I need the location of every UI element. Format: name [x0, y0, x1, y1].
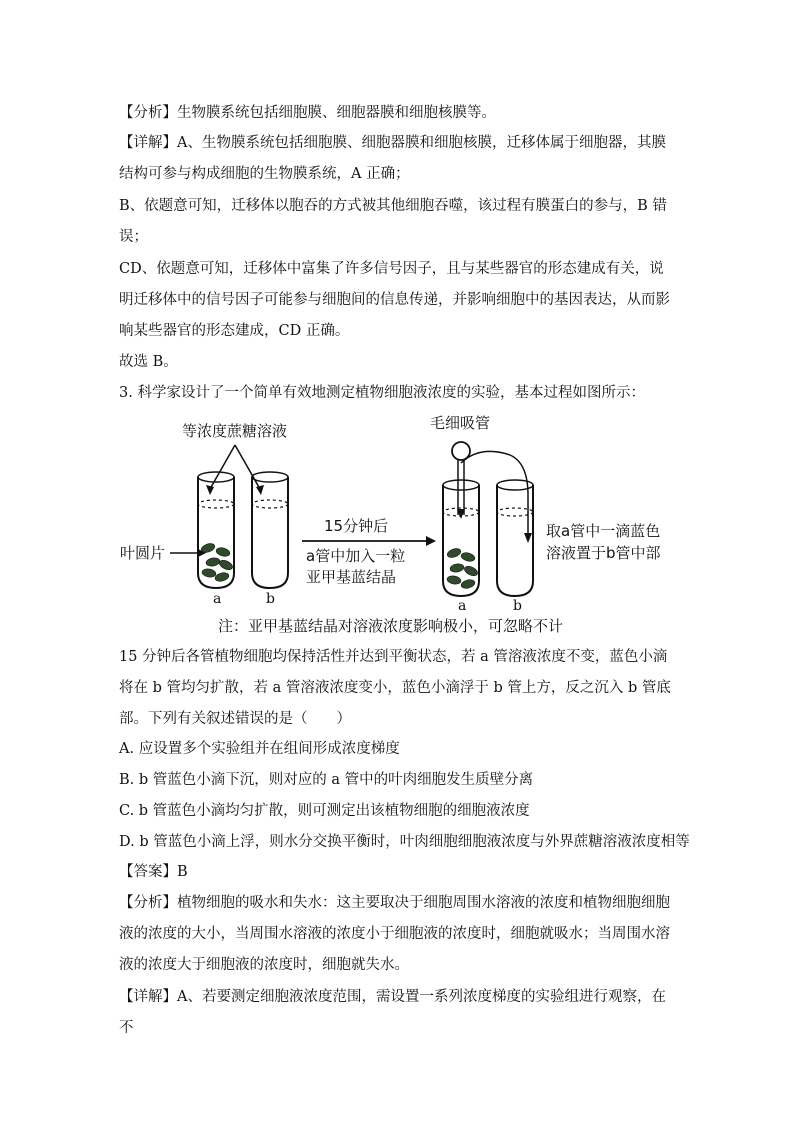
- option-d: D. b 管蓝色小滴上浮，则水分交换平衡时，叶肉细胞细胞液浓度与外界蔗糖溶液浓度相等: [119, 834, 690, 850]
- detail-2: 【详解】A、若要测定细胞液浓度范围，需设置一系列浓度梯度的实验组进行观察，在不: [119, 989, 666, 1036]
- label-15-minutes: 15分钟后: [324, 517, 389, 535]
- leaf-disc: [218, 558, 234, 571]
- label-tube-a-after: a: [458, 598, 467, 614]
- label-take-drop-1: 取a管中一滴蓝色: [546, 522, 661, 540]
- label-tube-a-before: a: [213, 591, 222, 607]
- option-c: C. b 管蓝色小滴均匀扩散，则可测定出该植物细胞的细胞液浓度: [119, 803, 530, 819]
- leaf-disc: [205, 557, 220, 567]
- leaf-disc: [446, 547, 462, 559]
- analysis-1: 【分析】生物膜系统包括细胞膜、细胞器膜和细胞核膜等。: [119, 105, 496, 121]
- leaf-disc: [463, 564, 479, 577]
- leaf-disc: [446, 575, 461, 585]
- leaf-disc: [449, 563, 464, 573]
- leaf-disc: [201, 568, 216, 578]
- label-add-crystal-1: a管中加入一粒: [306, 547, 406, 565]
- figure-note: 注：亚甲基蓝结晶对溶液浓度影响极小，可忽略不计: [218, 617, 564, 635]
- analysis-2: 【分析】植物细胞的吸水和失水：这主要取决于细胞周围水溶液的浓度和植物细胞细胞液的浓度的大小，当周围水溶液的浓度小于细胞液的浓度时，细胞就吸水；当周围水溶液的浓度大于细胞液的浓度时，细胞就失水。: [119, 895, 670, 973]
- answer-label: 【答案】B: [119, 864, 188, 880]
- detail-1-b: B、依题意可知，迁移体以胞吞的方式被其他细胞吞噬，该过程有膜蛋白的参与，B 错误；: [119, 198, 667, 245]
- label-take-drop-2: 溶液置于b管中部: [546, 544, 661, 562]
- question-body: 15 分钟后各管植物细胞均保持活性并达到平衡状态，若 a 管溶液浓度不变，蓝色小滴将在 b 管均匀扩散，若 a 管溶液浓度变小，蓝色小滴浮于 b 管上方，反之沉入 b 管底部。下列有关叙述错误的是（ ）: [119, 649, 671, 727]
- choose-answer-1: 故选 B。: [119, 354, 178, 370]
- leaf-discs-a-before: [200, 542, 234, 583]
- label-capillary-pipette: 毛细吸管: [430, 414, 491, 432]
- option-a: A. 应设置多个实验组并在组间形成浓度梯度: [119, 741, 400, 757]
- detail-1-cd: CD、依题意可知，迁移体中富集了许多信号因子，且与某些器官的形态建成有关，说明迁移体中的信号因子可能参与细胞间的信息传递，并影响细胞中的基因表达，从而影响某些器官的形态建成，CD 正确。: [119, 261, 670, 339]
- leaf-disc: [460, 578, 476, 589]
- leaf-disc: [215, 546, 231, 557]
- tube-b-before: [252, 472, 288, 588]
- experiment-figure: [110, 405, 680, 635]
- leaf-disc: [214, 571, 230, 582]
- label-tube-b-before: b: [266, 591, 275, 607]
- option-b: B. b 管蓝色小滴下沉，则对应的 a 管中的叶肉细胞发生质壁分离: [119, 772, 534, 788]
- leaf-disc: [460, 551, 476, 562]
- label-add-crystal-2: 亚甲基蓝结晶: [306, 568, 397, 586]
- question-stem: 3. 科学家设计了一个简单有效地测定植物细胞液浓度的实验，基本过程如图所示：: [119, 385, 645, 401]
- label-tube-b-after: b: [513, 598, 522, 614]
- label-leaf-disc: 叶圆片: [120, 544, 166, 562]
- leaf-discs-a-after: [446, 547, 479, 590]
- detail-1-a: 【详解】A、生物膜系统包括细胞膜、细胞器膜和细胞核膜，迁移体属于细胞器，其膜结构可参与构成细胞的生物膜系统，A 正确；: [119, 135, 666, 182]
- label-sucrose-solution: 等浓度蔗糖溶液: [182, 422, 288, 440]
